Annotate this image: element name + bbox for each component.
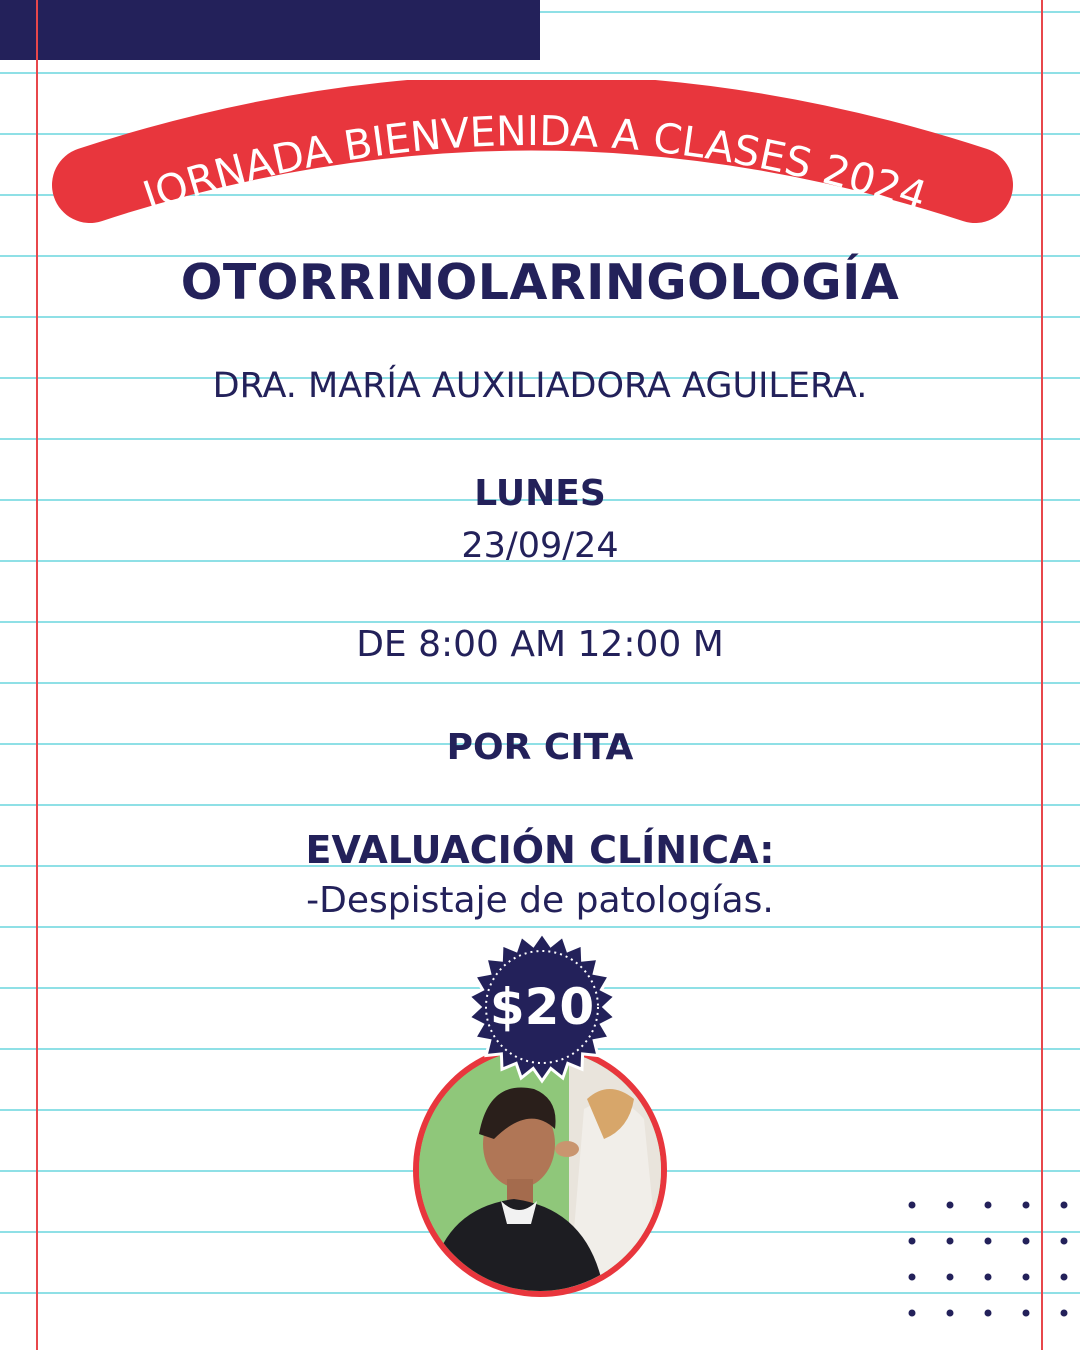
decor-dot — [909, 1274, 916, 1281]
event-banner — [0, 80, 1080, 280]
top-navy-bar — [0, 0, 540, 60]
decor-dot — [1061, 1310, 1068, 1317]
decor-dot — [1061, 1274, 1068, 1281]
decor-dot — [985, 1202, 992, 1209]
evaluation-title: EVALUACIÓN CLÍNICA: — [305, 828, 775, 872]
decor-dot — [947, 1274, 954, 1281]
decor-dot — [947, 1202, 954, 1209]
booking-note: POR CITA — [446, 727, 634, 768]
event-day: LUNES — [474, 473, 606, 514]
decor-dot — [947, 1310, 954, 1317]
banner-title: JORNADA BIENVENIDA A CLASES 2024 — [137, 106, 933, 221]
subject-title: OTORRINOLARINGOLOGÍA — [180, 254, 900, 311]
dot-pattern — [900, 1195, 1080, 1350]
decor-dot — [985, 1238, 992, 1245]
decor-dot — [1061, 1238, 1068, 1245]
doctor-name: DRA. MARÍA AUXILIADORA AGUILERA. — [212, 366, 868, 406]
decor-dot — [947, 1238, 954, 1245]
decor-dot — [909, 1310, 916, 1317]
evaluation-item: -Despistaje de patologías. — [306, 880, 774, 921]
decor-dot — [985, 1310, 992, 1317]
price-label: $20 — [489, 978, 595, 1036]
decor-dot — [1023, 1310, 1030, 1317]
decor-dot — [909, 1202, 916, 1209]
event-date: 23/09/24 — [461, 526, 619, 566]
price-badge — [465, 930, 619, 1084]
decor-dot — [985, 1274, 992, 1281]
decor-dot — [1023, 1202, 1030, 1209]
decor-dot — [1023, 1238, 1030, 1245]
decor-dot — [1023, 1274, 1030, 1281]
decor-dot — [909, 1238, 916, 1245]
decor-dot — [1061, 1202, 1068, 1209]
event-hours: DE 8:00 AM 12:00 M — [356, 624, 724, 665]
